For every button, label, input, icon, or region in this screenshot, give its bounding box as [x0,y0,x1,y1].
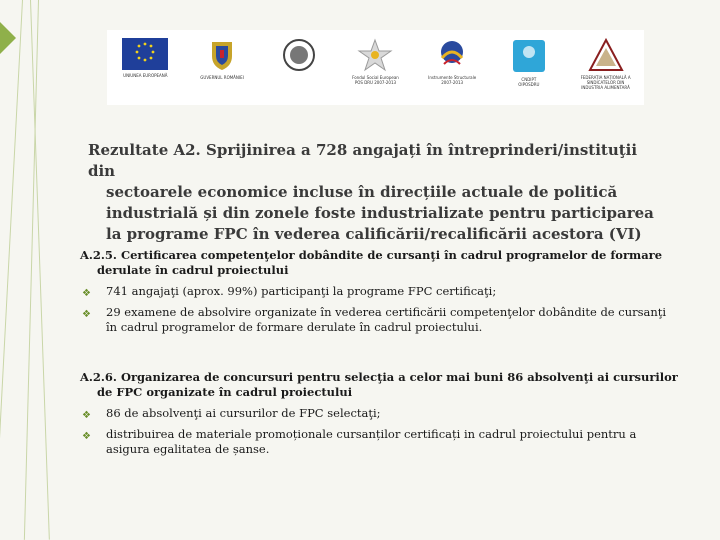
heading-cont: derulate în cadrul proiectului [97,263,289,277]
government-crest-logo [187,38,257,80]
list-item [80,284,680,299]
bullet-list [80,284,680,335]
slide-title [88,140,668,245]
list-item [80,305,680,335]
logo-caption: UNIUNEA EUROPEANĂ [123,73,168,78]
cndipt-logo [494,38,564,87]
bullet-text: 29 examene de absolvire organizate în vederea certificării competenţelor dobândite de cursanţi în cadrul programelor de formare derulate în cadrul proiectului. [106,305,667,334]
cndipt-icon [511,38,547,74]
corner-arrow-icon [0,22,16,54]
title-line-first: Rezultate A2. Sprijinirea a 728 angajați în întreprinderi/instituţii din [88,141,638,180]
diamond-bullet-icon: ❖ [82,410,91,421]
section-heading [80,370,680,400]
logo-caption: FEDERAȚIA NAȚIONALĂ A SINDICATELOR DIN INDUSTRIA ALIMENTARĂ [580,75,631,90]
heading-first: A.2.6. Organizarea de concursuri pentru selecţia a celor mai buni 86 absolvenţi ai cursurilor [80,370,678,384]
bullet-list [80,406,680,457]
fse-star-icon [357,38,393,72]
list-item [80,406,680,421]
bullet-text: distribuirea de materiale promoționale cursanților certificați in cadrul proiectului pentru a asigura egalitatea de șanse. [106,427,637,456]
eu-flag-icon [122,38,168,70]
diamond-bullet-icon: ❖ [82,288,91,299]
bullet-text: 741 angajaţi (aprox. 99%) participanţi la programe FPC certificaţi; [106,284,497,298]
diamond-bullet-icon: ❖ [82,431,91,442]
logo-caption: CNDIPT OIPOSDRU [518,77,540,87]
section-a26 [80,370,680,457]
logo-caption: Instrumente Structurale 2007-2013 [428,75,477,85]
logo-caption: GUVERNUL ROMÂNIEI [200,75,244,80]
diamond-bullet-icon: ❖ [82,309,91,320]
section-heading [80,248,680,278]
list-item [80,427,680,457]
ministry-seal-logo [264,38,334,72]
heading-cont: de FPC organizate în cadrul proiectului [97,385,353,399]
crest-icon [209,38,235,72]
seal-icon [282,38,316,72]
heading-first: A.2.5. Certificarea competenţelor dobândite de cursanţi în cadrul programelor de formare [80,248,663,262]
structural-instruments-icon [432,38,472,72]
bullet-text: 86 de absolvenţi ai cursurilor de FPC selectaţi; [106,406,381,420]
title-line-rest: sectoarele economice incluse în direcțiile actuale de politică industrială și din zonele foste industrializate pentru participarea la programe FPC în vederea calificării/recalificării acestora (VI) [106,183,654,243]
logo-caption: Fondul Social European POS DRU 2007-2013 [352,75,399,85]
structural-instruments-logo [417,38,487,85]
federation-triangle-icon [588,38,624,72]
fse-logo [340,38,410,85]
partner-logos-banner [107,30,644,105]
section-a25 [80,248,680,335]
eu-flag-logo [110,38,180,78]
federation-logo [571,38,641,90]
